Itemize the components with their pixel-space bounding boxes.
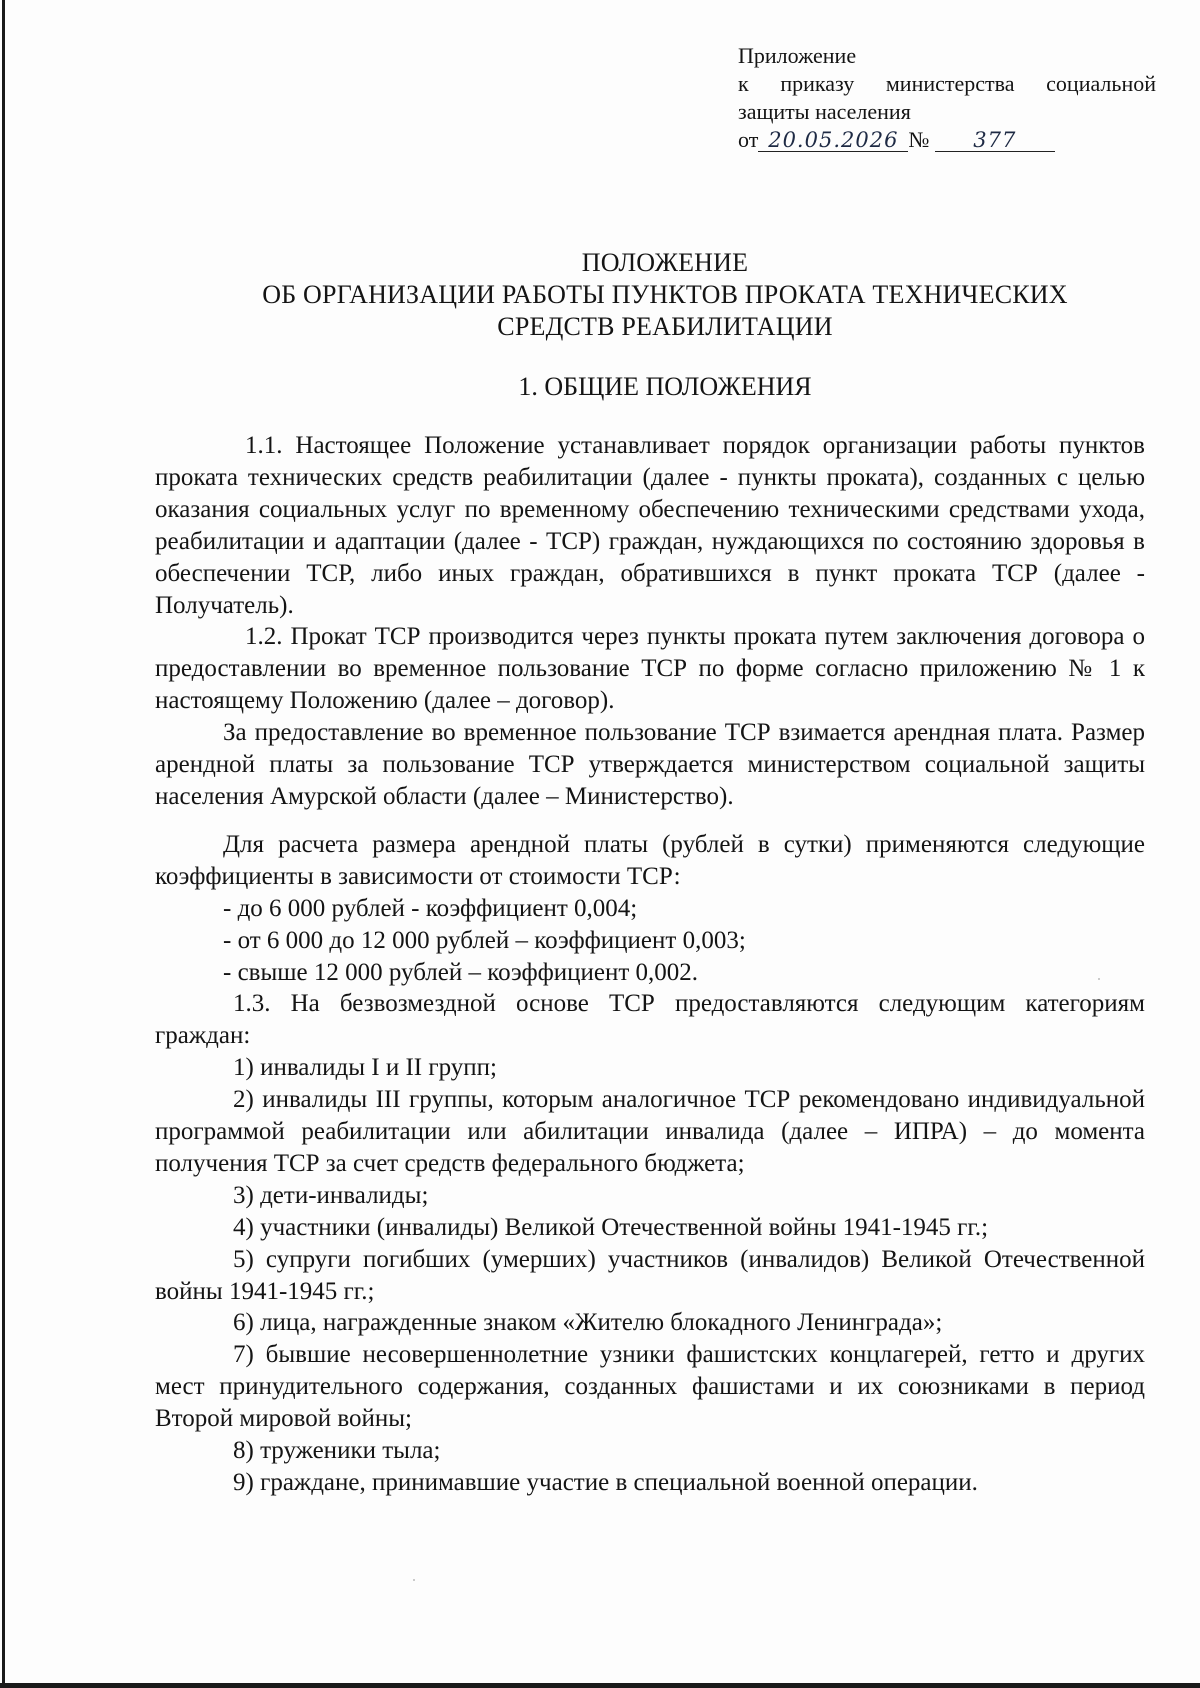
paragraph-1-1: 1.1. Настоящее Положение устанавливает порядок организации работы пунктов проката технических средств реабилитации (далее - пункты проката), созданных с целью оказания социальных услуг по временному обеспечению техническими средствами ухода, реабилитации и адаптации (далее - ТСР) граждан, нуждающихся по состоянию здоровья в обеспечении ТСР, либо иных граждан, обратившихся в пункт проката ТСР (далее - Получатель). (155, 432, 1145, 619)
handwritten-date: 20.05.2026 (758, 129, 908, 152)
scan-edge-bottom (0, 1683, 1200, 1688)
category-item-7: 7) бывшие несовершеннолетние узники фашистских концлагерей, гетто и других мест принудительного содержания, созданных фашистами и их союзниками в период Второй мировой войны; (155, 1341, 1145, 1433)
category-item-2: 2) инвалиды III группы, которым аналогичное ТСР рекомендовано индивидуальной программой реабилитации или абилитации инвалида (далее – ИПРА) – до момента получения ТСР за счет средств федерального бюджета; (155, 1086, 1145, 1177)
coefficient-item-3: - свыше 12 000 рублей – коэффициент 0,002. (223, 958, 699, 986)
scan-speck (413, 1579, 415, 1581)
number-label: № (908, 127, 930, 152)
document-title-line-1: ПОЛОЖЕНИЕ (581, 248, 749, 277)
appendix-label: Приложение (738, 43, 857, 68)
paragraph-1-2: 1.2. Прокат ТСР производится через пункты проката путем заключения договора о предоставлении во временное пользование ТСР по форме согласно приложению № 1 к настоящему Положению (далее – договор). (155, 623, 1145, 715)
from-label: от (738, 127, 759, 152)
handwritten-number: 377 (935, 129, 1055, 152)
section-heading: 1. ОБЩИЕ ПОЛОЖЕНИЯ (518, 372, 812, 401)
coefficient-item-2: - от 6 000 до 12 000 рублей – коэффициент 0,003; (223, 926, 746, 954)
category-item-4: 4) участники (инвалиды) Великой Отечественной войны 1941-1945 гг.; (233, 1213, 989, 1241)
appendix-date-number-line (738, 126, 1158, 154)
scan-edge-left (2, 0, 5, 1688)
appendix-ministry-line: защиты населения (738, 99, 911, 124)
scan-speck (1098, 978, 1100, 980)
category-item-5: 5) супруги погибших (умерших) участников (инвалидов) Великой Отечественной войны 1941-1945 гг.; (155, 1245, 1145, 1305)
category-item-9: 9) граждане, принимавшие участие в специальной военной операции. (233, 1469, 978, 1496)
paragraph-rent: За предоставление во временное пользование ТСР взимается арендная плата. Размер арендной платы за пользование ТСР утверждается министерством социальной защиты населения Амурской области (далее – Министерство). (155, 719, 1145, 810)
category-item-1: 1) инвалиды I и II групп; (233, 1054, 497, 1082)
document-title-line-2: ОБ ОРГАНИЗАЦИИ РАБОТЫ ПУНКТОВ ПРОКАТА ТЕХНИЧЕСКИХ (262, 280, 1068, 309)
coefficient-item-1: - до 6 000 рублей - коэффициент 0,004; (223, 894, 638, 922)
paragraph-1-3: 1.3. На безвозмездной основе ТСР предоставляются следующим категориям граждан: (155, 990, 1145, 1050)
document-body (155, 430, 1145, 1499)
appendix-header (738, 42, 1158, 154)
paragraph-calc: Для расчета размера арендной платы (рублей в сутки) применяются следующие коэффициенты в зависимости от стоимости ТСР: (155, 830, 1145, 890)
category-item-6: 6) лица, награжденные знаком «Жителю блокадного Ленинграда»; (233, 1309, 943, 1337)
category-item-3: 3) дети-инвалиды; (233, 1181, 429, 1209)
appendix-order-line: к приказу министерства социальной (738, 71, 1156, 96)
document-title-line-3: СРЕДСТВ РЕАБИЛИТАЦИИ (497, 312, 833, 341)
category-item-8: 8) труженики тыла; (233, 1437, 441, 1465)
